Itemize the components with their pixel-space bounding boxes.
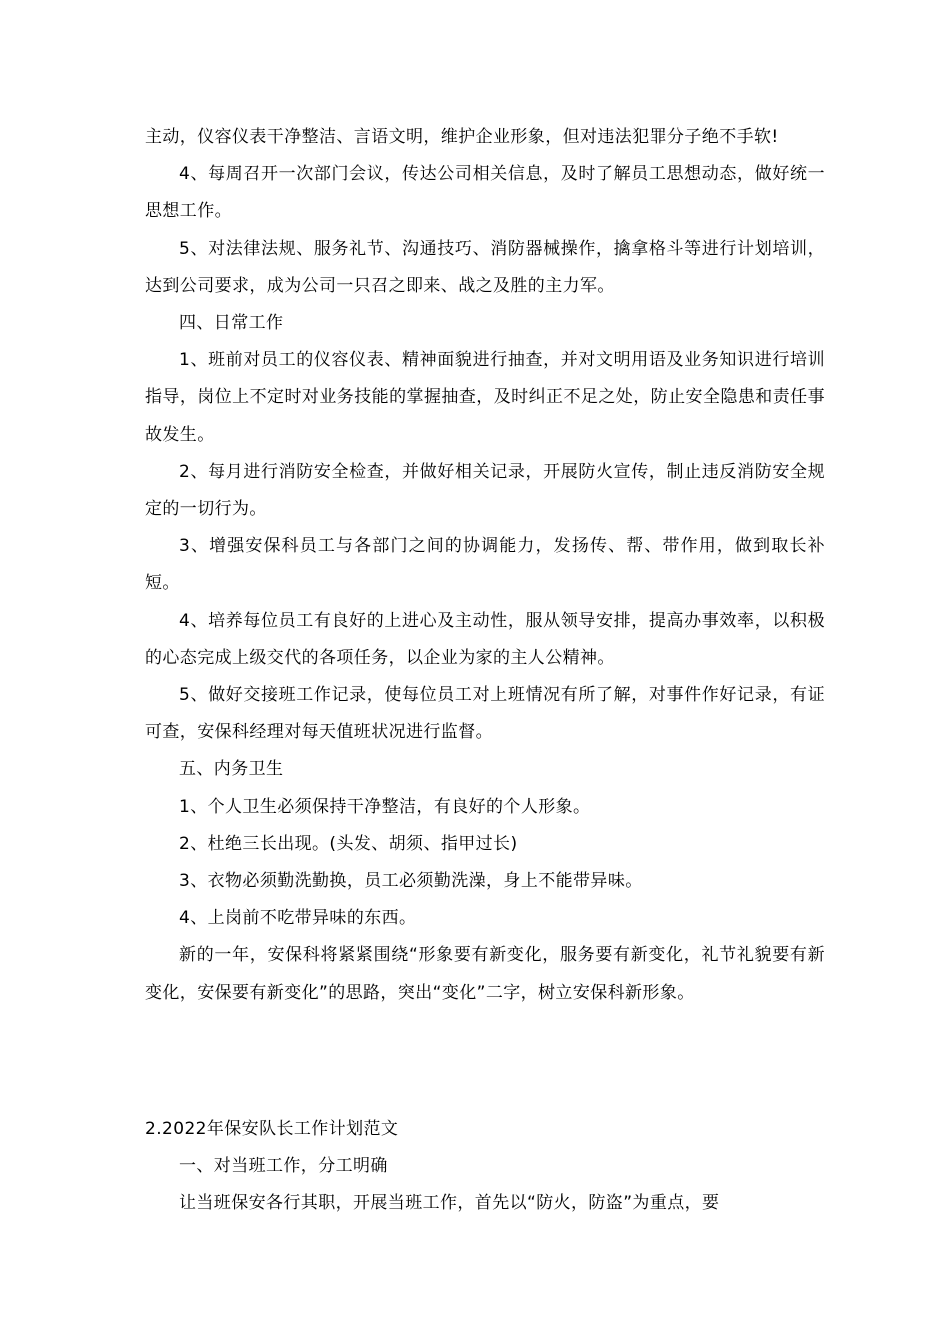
document-body-lower — [145, 1111, 825, 1223]
article-title: 2.2022年保安队长工作计划范文 — [145, 1119, 399, 1139]
paragraph-daily-item-5: 5、做好交接班工作记录，使每位员工对上班情况有所了解，对事件作好记录，有证可查，安保科经理对每天值班状况进行监督。 — [145, 685, 825, 743]
document-body-upper — [145, 119, 825, 1012]
paragraph-daily-item-2: 2、每月进行消防安全检查，并做好相关记录，开展防火宣传，制止违反消防安全规定的一切行为。 — [145, 461, 825, 520]
paragraph-continuation: 主动，仪容仪表干净整洁、言语文明，维护企业形象，但对违法犯罪分子绝不手软! — [145, 127, 779, 147]
paragraph-conclusion: 新的一年，安保科将紧紧围绕“形象要有新变化，服务要有新变化，礼节礼貌要有新变化，安保要有新变化”的思路，突出“变化”二字，树立安保科新形象。 — [145, 945, 825, 1003]
paragraph-daily-item-3: 3、增强安保科员工与各部门之间的协调能力，发扬传、帮、带作用，做到取长补短。 — [145, 536, 825, 594]
section-heading-hygiene: 五、内务卫生 — [179, 759, 284, 780]
paragraph-hygiene-item-2: 2、杜绝三长出现。(头发、胡须、指甲过长) — [179, 833, 518, 854]
paragraph-hygiene-item-3: 3、衣物必须勤洗勤换，员工必须勤洗澡，身上不能带异味。 — [179, 871, 643, 892]
section-heading-shift-work: 一、对当班工作，分工明确 — [179, 1156, 388, 1177]
paragraph-daily-item-4: 4、培养每位员工有良好的上进心及主动性，服从领导安排，提高办事效率，以积极的心态完成上级交代的各项任务，以企业为家的主人公精神。 — [145, 610, 825, 668]
paragraph-hygiene-item-4: 4、上岗前不吃带异味的东西。 — [179, 908, 417, 929]
paragraph-shift-intro: 让当班保安各行其职，开展当班工作，首先以“防火，防盗”为重点，要 — [179, 1193, 720, 1214]
paragraph-item-5-training: 5、对法律法规、服务礼节、沟通技巧、消防器械操作，擒拿格斗等进行计划培训，达到公司要求，成为公司一只召之即来、战之及胜的主力军。 — [145, 238, 825, 296]
section-heading-daily-work: 四、日常工作 — [179, 313, 284, 334]
paragraph-item-4-meeting: 4、每周召开一次部门会议，传达公司相关信息，及时了解员工思想动态，做好统一思想工作。 — [145, 164, 825, 222]
paragraph-hygiene-item-1: 1、个人卫生必须保持干净整洁，有良好的个人形象。 — [179, 796, 591, 817]
paragraph-daily-item-1: 1、班前对员工的仪容仪表、精神面貌进行抽查，并对文明用语及业务知识进行培训指导，岗位上不定时对业务技能的掌握抽查，及时纠正不足之处，防止安全隐患和责任事故发生。 — [145, 350, 825, 445]
